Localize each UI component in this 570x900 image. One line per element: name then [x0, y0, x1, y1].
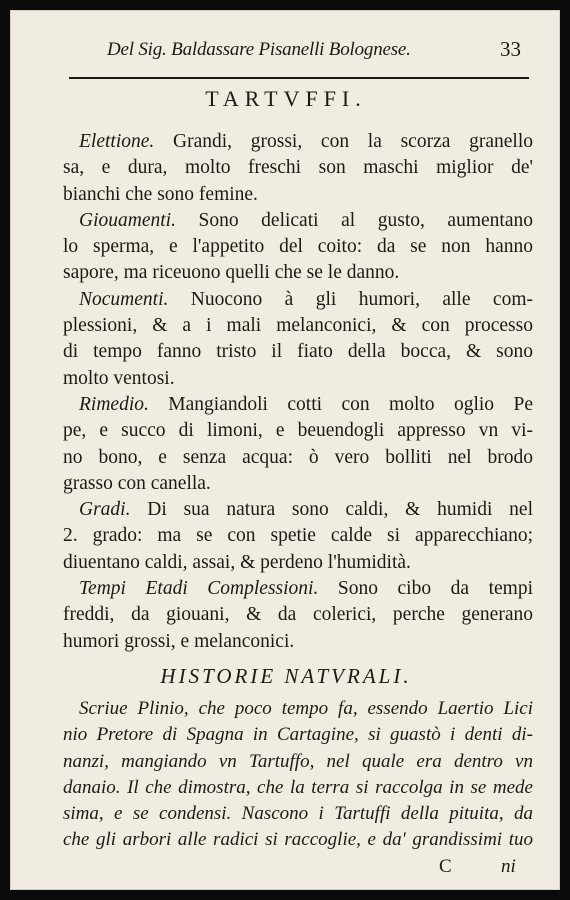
paragraph-line: di tempo fanno tristo il fiato della bocca, & sono — [63, 341, 533, 363]
signature-mark: C — [439, 856, 452, 877]
history-line: che gli arbori alle radici si raccoglie, e da' grandissimi tuo — [63, 829, 533, 851]
paragraph-line: Gradi. Di sua natura sono caldi, & humidi nel — [79, 499, 533, 521]
page-number: 33 — [500, 37, 521, 61]
history-line: Scriue Plinio, che poco tempo fa, essendo Laertio Lici — [79, 698, 533, 719]
paragraph-label: Elettione. — [79, 131, 155, 152]
paragraph-label: Tempi Etadi Complessioni. — [79, 578, 319, 600]
body-text — [63, 129, 533, 655]
paragraph-line: Tempi Etadi Complessioni. Sono cibo da tempi — [79, 578, 533, 600]
catchword: ni — [501, 856, 516, 877]
paragraph-line: Elettione. Grandi, grossi, con la scorza granello — [79, 131, 533, 152]
book-page — [10, 10, 560, 890]
paragraph-label: Rimedio. — [79, 393, 149, 415]
paragraph-line: lo sperma, e l'appetito del coito: da se non hanno — [63, 236, 533, 258]
paragraph-line: Nocumenti. Nuocono à gli humori, alle com- — [79, 288, 533, 310]
paragraph-line: 2. grado: ma se con spetie calde si apparecchiano; — [63, 525, 533, 547]
paragraph-label: Giouamenti. — [79, 209, 176, 231]
paragraph-line: bianchi che sono femine. — [63, 183, 258, 205]
paragraph-line: grasso con canella. — [63, 472, 211, 494]
running-head: Del Sig. Baldassare Pisanelli Bolognese. — [107, 39, 411, 60]
paragraph-line: sapore, ma riceuono quelli che se le danno. — [63, 262, 400, 284]
paragraph-line: Giouamenti. Sono delicati al gusto, aumentano — [79, 209, 533, 231]
paragraph-line: sa, e dura, molto freschi son maschi miglior de' — [63, 157, 533, 179]
header-rule — [69, 77, 529, 79]
paragraph-line: no bono, e senza acqua: ò vero bolliti nel brodo — [63, 446, 533, 468]
paragraph-line: Rimedio. Mangiandoli cotti con molto oglio Pe — [79, 393, 533, 415]
history-line: nio Pretore di Spagna in Cartagine, si guastò i denti di- — [63, 724, 533, 746]
paragraph-label: Gradi. — [79, 499, 131, 521]
history-line: nanzi, mangiando vn Tartuffo, nel quale era dentro vn — [63, 750, 533, 772]
history-line: danaio. Il che dimostra, che la terra si raccolga in se mede — [63, 776, 533, 798]
page-header — [107, 39, 527, 65]
paragraph-line: pe, e succo di limoni, e beuendogli appresso vn vi- — [63, 420, 533, 442]
paragraph-line: molto ventosi. — [63, 367, 175, 389]
paragraph-line: freddi, da giouani, & da colerici, perche generano — [63, 604, 533, 626]
paragraph-line: plessioni, & a i mali melanconici, & con processo — [63, 315, 533, 337]
paragraph-line: diuentano caldi, assai, & perdeno l'humidità. — [63, 551, 411, 573]
paragraph-label: Nocumenti. — [79, 288, 169, 310]
section-subtitle: HISTORIE NATVRALI. — [160, 664, 412, 688]
paragraph-line: humori grossi, e melanconici. — [63, 630, 295, 652]
history-line: sima, e se condensi. Nascono i Tartuffi della pituita, da — [63, 803, 533, 825]
section-title: TARTVFFI. — [205, 86, 367, 111]
history-text — [63, 696, 533, 854]
